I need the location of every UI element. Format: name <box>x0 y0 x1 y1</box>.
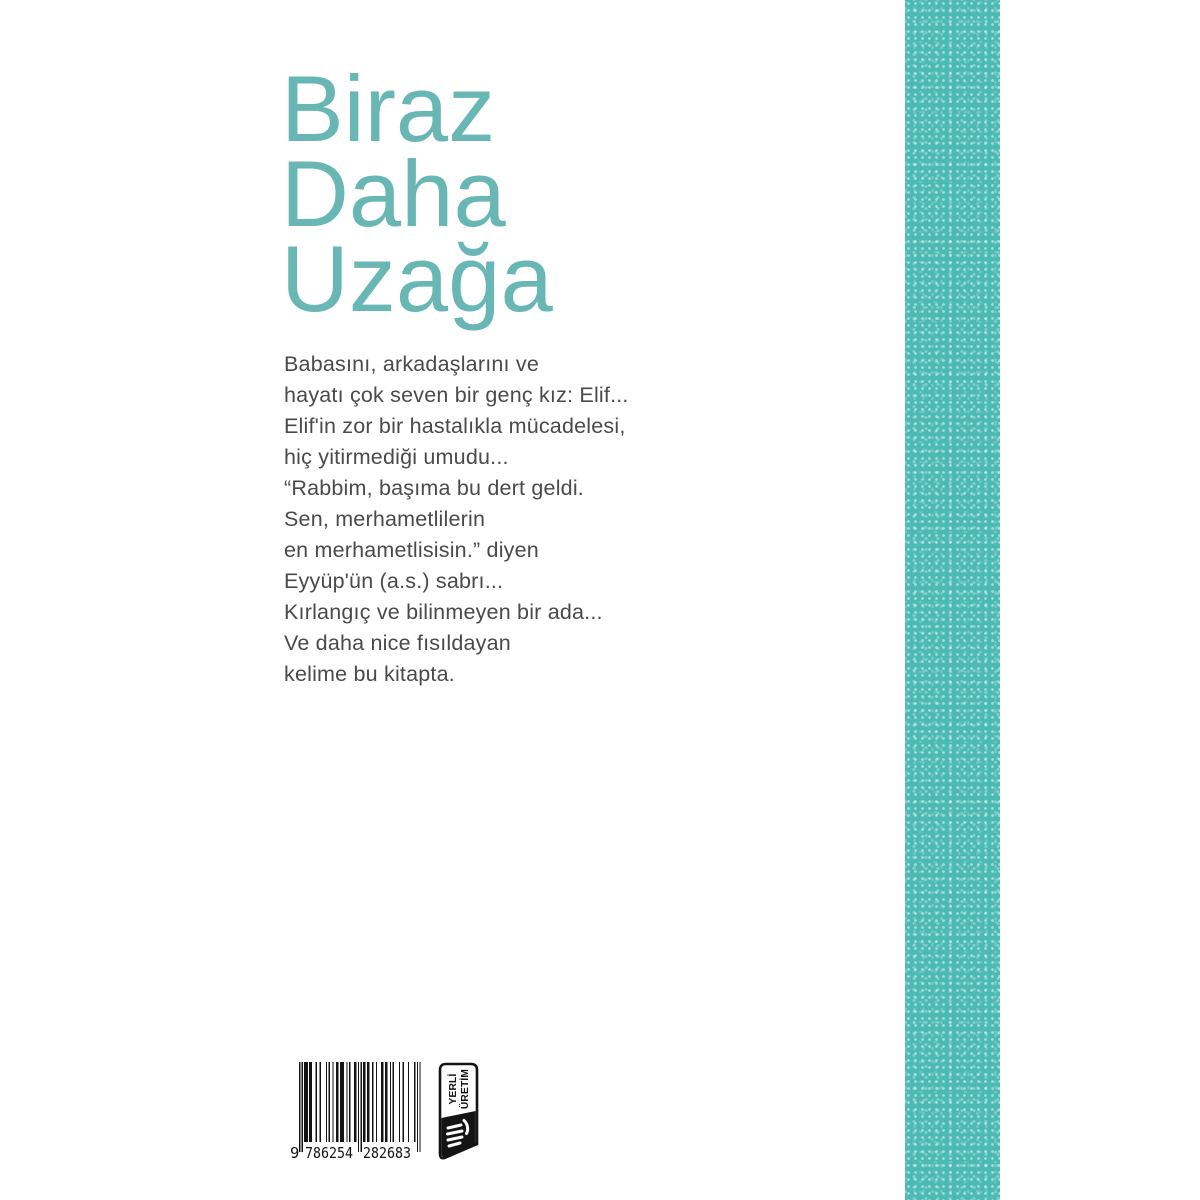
title-line-2: Daha <box>281 141 506 246</box>
synopsis-line: en merhametlisisin.” diyen <box>284 538 539 562</box>
synopsis-line: Eyyüp'ün (a.s.) sabrı... <box>284 569 504 593</box>
synopsis-line: Elif'in zor bir hastalıkla mücadelesi, <box>284 414 626 438</box>
page-title <box>281 56 553 331</box>
synopsis-line: kelime bu kitapta. <box>284 662 455 686</box>
synopsis-text <box>284 349 629 690</box>
barcode <box>289 1062 427 1162</box>
synopsis-line: Babasını, arkadaşlarını ve <box>284 352 539 376</box>
badge-label-yerli: YERLİ <box>448 1073 459 1105</box>
yerli-uretim-badge <box>436 1061 481 1161</box>
barcode-right-digits: 282683 <box>363 1144 411 1162</box>
spine-stripe <box>905 0 1000 1200</box>
barcode-first-digit: 9 <box>290 1144 300 1162</box>
synopsis-line: Ve daha nice fısıldayan <box>284 631 511 655</box>
barcode-bars <box>304 1062 415 1146</box>
barcode-left-digits: 786254 <box>305 1144 353 1162</box>
barcode-guard-bars <box>299 1062 421 1152</box>
badge-label-uretim: ÜRETİM <box>460 1068 471 1110</box>
synopsis-line: “Rabbim, başıma bu dert geldi. <box>284 476 584 500</box>
title-line-3: Uzağa <box>281 226 553 331</box>
synopsis-line: Sen, merhametlilerin <box>284 507 486 531</box>
title-line-1: Biraz <box>281 56 496 161</box>
synopsis-line: Kırlangıç ve bilinmeyen bir ada... <box>284 600 603 624</box>
synopsis-line: hiç yitirmediği umudu... <box>284 445 509 469</box>
synopsis-line: hayatı çok seven bir genç kız: Elif... <box>284 383 629 407</box>
